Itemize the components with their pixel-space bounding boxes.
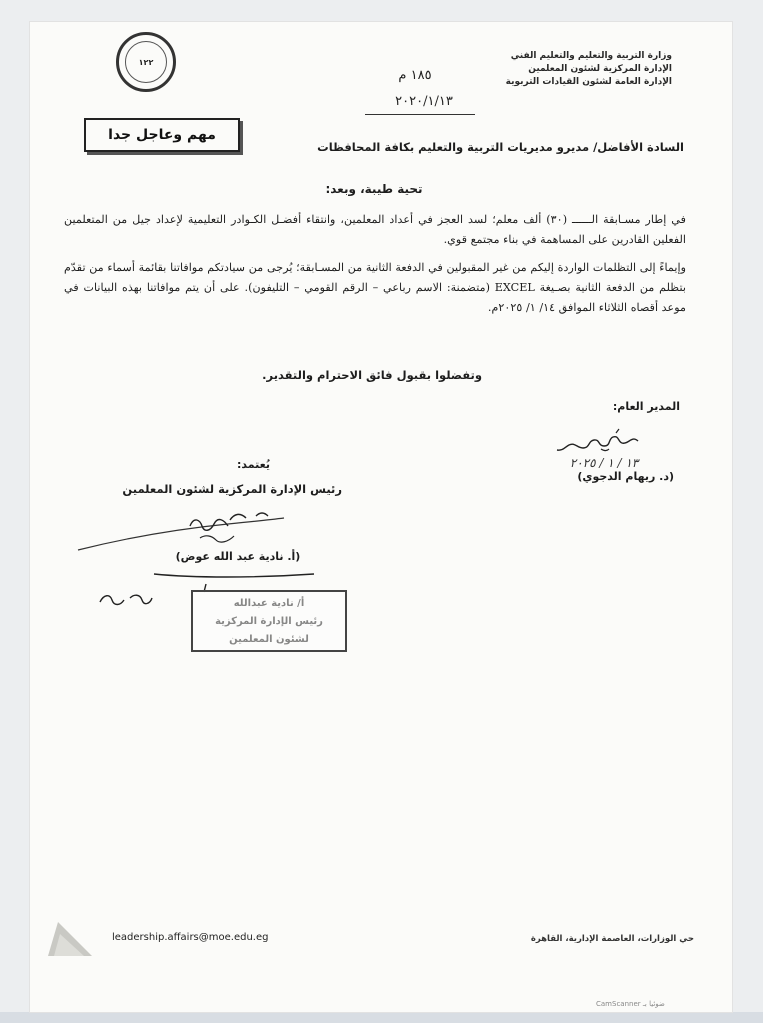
director-name: (د. ريهام الدجوي) (577, 470, 674, 483)
reference-divider (365, 114, 475, 115)
approval-name: (أ. نادية عبد الله عوض) (175, 550, 301, 563)
urgent-label: مهم وعاجل جدا (84, 118, 240, 152)
page-bottom-band (0, 1012, 763, 1023)
footer-email: leadership.affairs@moe.edu.eg (112, 932, 269, 943)
greeting: تحية طيبة، وبعد: (325, 182, 423, 196)
stamp-line: لشئون المعلمين (229, 634, 309, 645)
director-title: المدير العام: (612, 400, 680, 413)
closing-line: وتفضلوا بقبول فائق الاحترام والتقدير. (262, 368, 482, 382)
official-stamp (191, 590, 347, 652)
reference-date: ٢٠٢٠/١/١٣ (395, 94, 453, 109)
ministry-seal (116, 32, 176, 92)
ministry-line: الإدارة المركزية لشئون المعلمين (528, 64, 672, 74)
seal-emblem (125, 41, 167, 83)
ministry-line: الإدارة العامة لشئون القيادات التربوية (505, 77, 672, 87)
paragraph-1: في إطار مسـابقة الــــــ (٣٠) ألف معلم؛ لسد العجز في أعداد المعلمين، وانتقاء أفضـل الكـوادر التعليمية لإعداد جيل من المتعلمين الفعلين القادرين على المساهمة في بناء مجتمع قوي. (64, 213, 686, 246)
footer-address: حي الوزارات، العاصمة الإدارية، القاهرة (530, 934, 694, 944)
stamp-line: رئيس الإدارة المركزية (215, 616, 323, 627)
reference-number: ١٨٥ م (398, 68, 432, 83)
addressee: السادة الأفاضل/ مديرو مديريات التربية والتعليم بكافة المحافظات (317, 140, 684, 154)
footer-logo-mark (46, 920, 94, 958)
stamp-line: أ/ نادية عبدالله (233, 598, 305, 609)
letter-page (30, 22, 732, 1012)
seal-number: ١٢٢ (138, 57, 154, 67)
scanner-watermark: CamScanner ضوئيا بـ (596, 1000, 665, 1008)
ministry-line: وزارة التربية والتعليم والتعليم الفني (510, 51, 672, 61)
director-date: ١٣ / ١ / ٢٠٢٥ (569, 456, 639, 470)
paragraph-2: وإيماءً إلى التظلمات الواردة إليكم من غير المقبولين في الدفعة الثانية من المسـابقة؛ يُرجى من سيادتكم موافاتنا بقائمة أسماء من تقدّم بتظلم من الدفعة الثانية بصـيغة EXCEL (متضمنة: الاسم رباعي – الرقم القومي – التليفون). على أن يتم موافاتنا بهذه البيانات في موعد أقصاه الثلاثاء الموافق ١٤/ ١/ ٢٠٢٥م. (64, 261, 686, 314)
approval-title: رئيس الإدارة المركزية لشئون المعلمين (122, 482, 342, 496)
approval-label: يُعتمد: (237, 458, 270, 471)
ministry-header (452, 50, 672, 89)
